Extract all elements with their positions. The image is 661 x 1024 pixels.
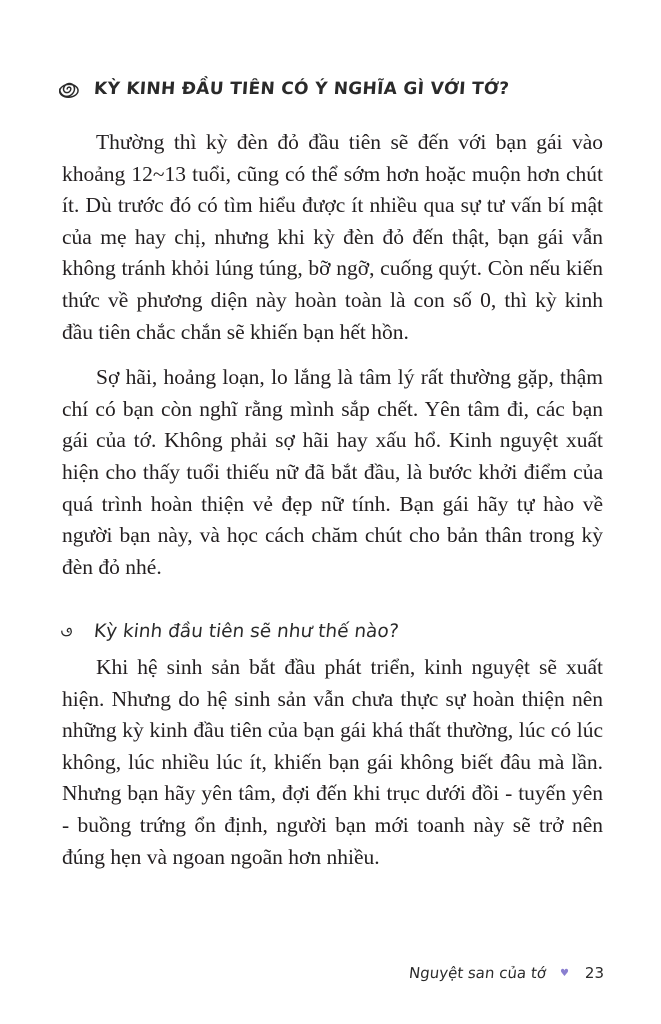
section-heading-text: KỲ KINH ĐẦU TIÊN CÓ Ý NGHĨA GÌ VỚI TỚ? [93,79,510,99]
subsection-text [62,652,603,873]
spiral-icon [57,78,81,100]
book-title: Nguyệt san của tớ [407,964,547,982]
paragraph-3: Khi hệ sinh sản bắt đầu phát triển, kinh nguyệt sẽ xuất hiện. Nhưng do hệ sinh sản vẫn chưa thực sự hoàn thiện nên những kỳ kinh đầu tiên của bạn gái khá thất thường, lúc có lúc không, lúc nhiều lúc ít, khiến bạn gái không biết đâu mà lần. Nhưng bạn hãy yên tâm, đợi đến khi trục dưới đồi - tuyến yên - buồng trứng ổn định, người bạn mới toanh này sẽ trở nên đúng hẹn và ngoan ngoãn hơn nhiều. [62,655,603,869]
subsection-heading [59,621,400,642]
section-heading [57,78,510,100]
intro-text [62,127,603,583]
paragraph-2: Sợ hãi, hoảng loạn, lo lắng là tâm lý rất thường gặp, thậm chí có bạn còn nghĩ rằng mình sắp chết. Yên tâm đi, các bạn gái của tớ. Không phải sợ hãi hay xấu hổ. Kinh nguyệt xuất hiện cho thấy tuổi thiếu nữ đã bắt đầu, là bước khởi điểm của quá trình hoàn thiện vẻ đẹp nữ tính. Bạn gái hãy tự hào về người bạn này, và học cách chăm chút cho bản thân trong kỳ đèn đỏ nhé. [62,365,603,579]
heart-icon: ♥ [559,967,569,979]
page-number: 23 [584,964,604,982]
paragraph-1: Thường thì kỳ đèn đỏ đầu tiên sẽ đến với bạn gái vào khoảng 12~13 tuổi, cũng có thể sớm hơn hoặc muộn hơn chút ít. Dù trước đó có tìm hiểu được ít nhiều qua sự tư vấn bí mật của mẹ hay chị, nhưng khi kỳ đèn đỏ đến thật, bạn gái vẫn không tránh khỏi lúng túng, bỡ ngỡ, cuống quýt. Còn nếu kiến thức về phương diện này hoàn toàn là con số 0, thì kỳ kinh đầu tiên chắc chắn sẽ khiến bạn hết hồn. [62,130,603,344]
subsection-heading-text: Kỳ kinh đầu tiên sẽ như thế nào? [92,621,400,642]
page-footer [409,964,604,982]
swirl-icon [59,625,78,639]
